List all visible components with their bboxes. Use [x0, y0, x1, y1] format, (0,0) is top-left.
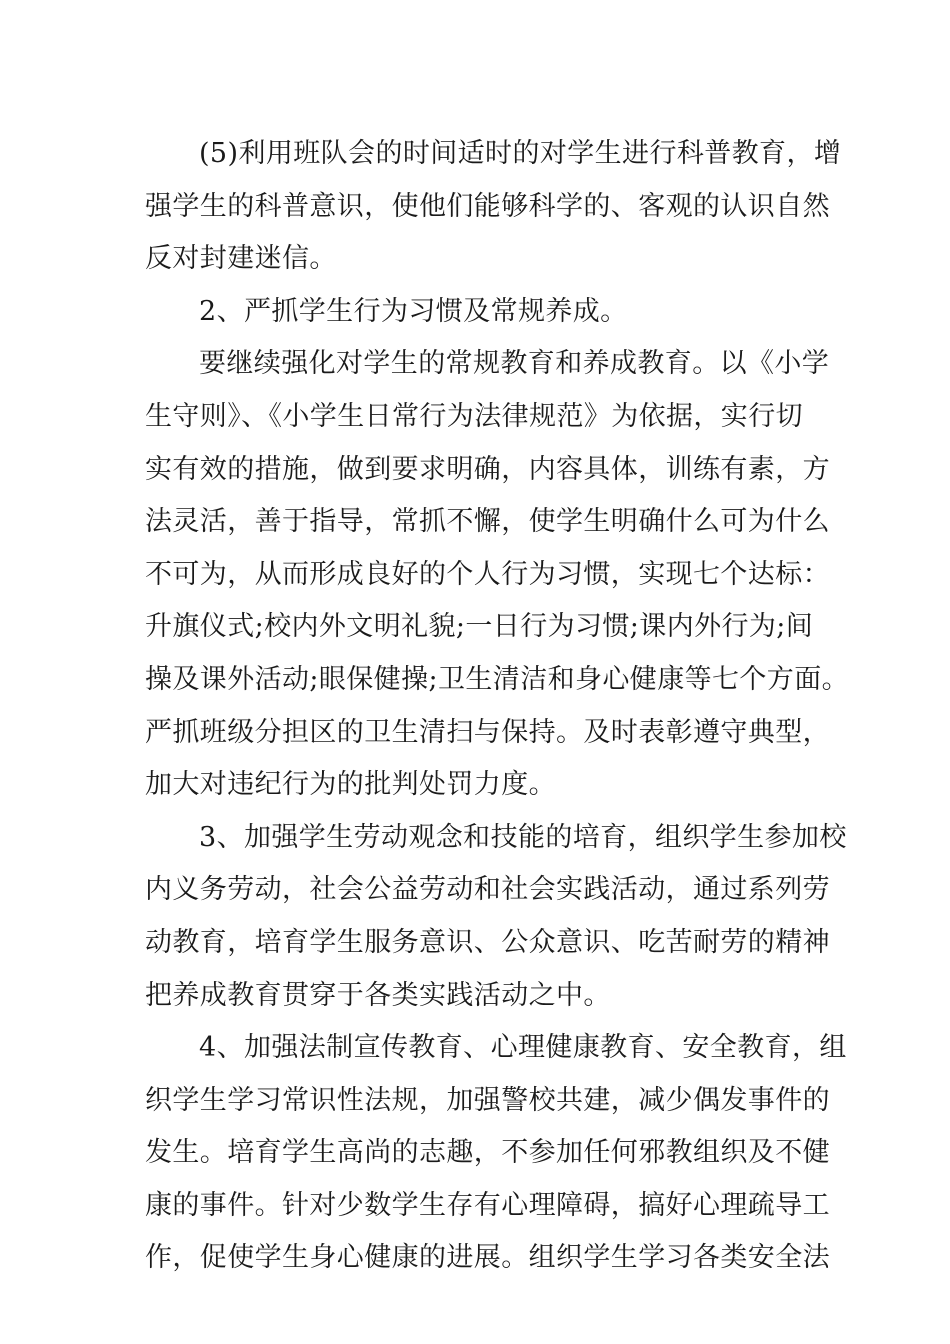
paragraph-line: 反对封建迷信。: [145, 243, 337, 275]
paragraph-line: 加大对违纪行为的批判处罚力度。: [145, 769, 556, 801]
paragraph-line: 3、加强学生劳动观念和技能的培育，组织学生参加校: [199, 821, 847, 853]
paragraph-line: 作，促使学生身心健康的进展。组织学生学习各类安全法: [145, 1242, 830, 1274]
paragraph-line: 4、加强法制宣传教育、心理健康教育、安全教育，组: [199, 1032, 847, 1064]
paragraph-line: 康的事件。针对少数学生存有心理障碍，搞好心理疏导工: [145, 1189, 830, 1221]
paragraph-line: 严抓班级分担区的卫生清扫与保持。及时表彰遵守典型，: [145, 716, 830, 748]
section-heading: 2、严抓学生行为习惯及常规养成。: [199, 295, 628, 327]
paragraph-line: 升旗仪式;校内外文明礼貌;一日行为习惯;课内外行为;间: [145, 611, 814, 643]
paragraph-line: 操及课外活动;眼保健操;卫生清洁和身心健康等七个方面。: [145, 663, 849, 695]
paragraph-line: 强学生的科普意识，使他们能够科学的、客观的认识自然: [145, 190, 830, 222]
paragraph-line: 要继续强化对学生的常规教育和养成教育。以《小学: [199, 348, 830, 380]
paragraph-line: 织学生学习常识性法规，加强警校共建，减少偶发事件的: [145, 1084, 830, 1116]
paragraph-line: 动教育，培育学生服务意识、公众意识、吃苦耐劳的精神: [145, 926, 830, 958]
paragraph-line: 法灵活，善于指导，常抓不懈，使学生明确什么可为什么: [145, 506, 830, 538]
paragraph-line: 实有效的措施，做到要求明确，内容具体，训练有素，方: [145, 453, 830, 485]
document-body: [145, 128, 849, 1285]
paragraph-line: (5)利用班队会的时间适时的对学生进行科普教育，增: [199, 138, 842, 169]
paragraph-line: 不可为，从而形成良好的个人行为习惯，实现七个达标：: [145, 558, 830, 590]
paragraph-line: 把养成教育贯穿于各类实践活动之中。: [145, 979, 611, 1011]
paragraph-line: 生守则》、《小学生日常行为法律规范》为依据，实行切: [145, 400, 803, 432]
paragraph-line: 发生。培育学生高尚的志趣，不参加任何邪教组织及不健: [145, 1137, 830, 1169]
paragraph-line: 内义务劳动，社会公益劳动和社会实践活动，通过系列劳: [145, 874, 830, 906]
